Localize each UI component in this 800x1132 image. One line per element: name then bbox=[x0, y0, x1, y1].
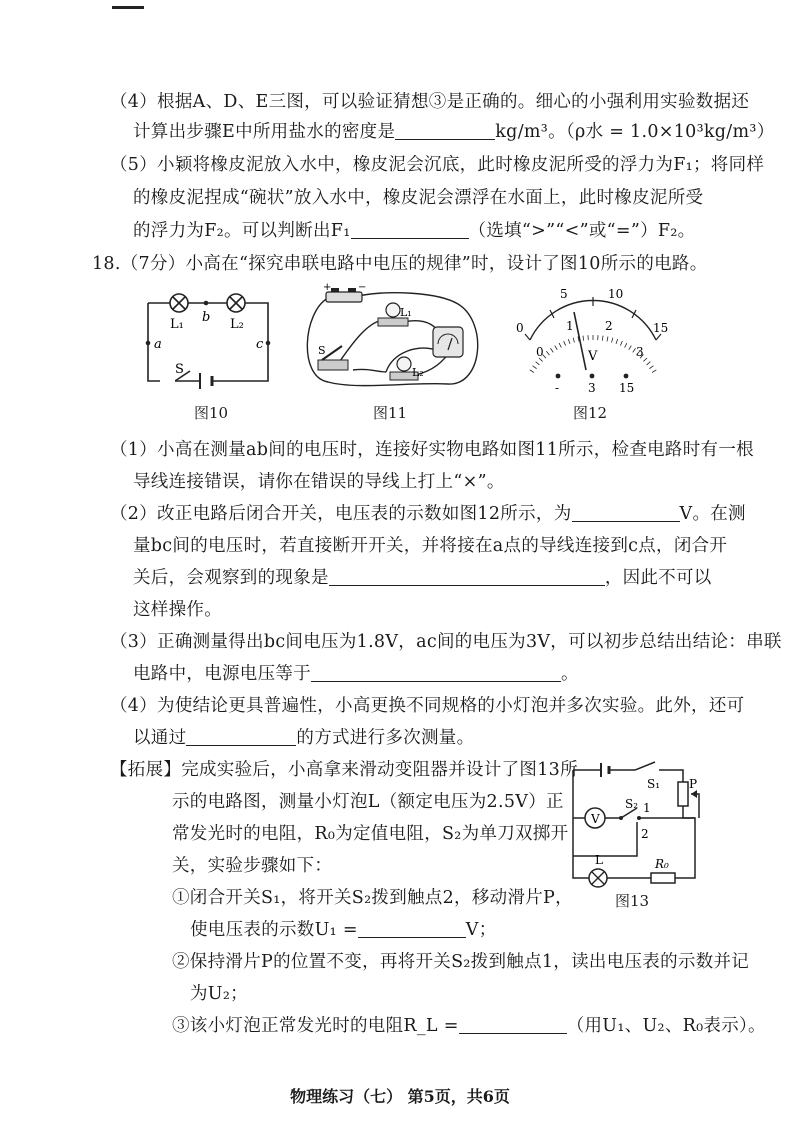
dial-minor-tick bbox=[649, 366, 653, 369]
q17-part4-text-a: 计算出步骤E中所用盐水的密度是 bbox=[133, 122, 396, 142]
q17-part5-line2: 的橡皮泥捏成“碗状”放入水中，橡皮泥会漂浮在水面上，此时橡皮泥所受 bbox=[133, 188, 704, 208]
fig10-c-label: c bbox=[256, 337, 264, 352]
answer-blank-u1[interactable] bbox=[358, 919, 466, 938]
fig11-caption: 图11 bbox=[373, 404, 408, 422]
extension-line1: 【拓展】完成实验后，小高拿来滑动变阻器并设计了图13所 bbox=[110, 760, 578, 780]
answer-blank-conclusion[interactable] bbox=[311, 663, 561, 682]
answer-blank-density[interactable] bbox=[395, 121, 495, 140]
q18-part2-text-a: （2）改正电路后闭合开关，电压表的示数如图12所示，为 bbox=[110, 504, 572, 524]
page-footer: 物理练习（七） 第5页，共6页 bbox=[290, 1087, 510, 1106]
fig12-unit-label: V bbox=[588, 349, 598, 364]
q18-part2-line4: 这样操作。 bbox=[133, 600, 222, 620]
q17-part5-line1: （5）小颖将橡皮泥放入水中，橡皮泥会沉底，此时橡皮泥所受的浮力为F₁；将同样 bbox=[110, 155, 765, 175]
step1-text-b: V； bbox=[465, 920, 497, 940]
fig12-scale-bottom-0: 0 bbox=[536, 345, 544, 359]
figure-10-circuit bbox=[130, 285, 290, 395]
dial-minor-tick bbox=[564, 341, 566, 346]
fig11-switch-label: S bbox=[318, 344, 326, 357]
step1-text-a: 使电压表的示数U₁ = bbox=[190, 920, 358, 940]
dial-minor-tick bbox=[536, 362, 540, 365]
q18-part3-line2 bbox=[133, 662, 579, 686]
q18-part4-text-a: 以通过 bbox=[133, 728, 187, 748]
fig13-terminal-1: 1 bbox=[643, 801, 651, 815]
q17-part5-line3 bbox=[133, 219, 695, 243]
q17-part5-text-b: （选填“>”“<”或“=”）F₂。 bbox=[468, 221, 696, 241]
fig12-scale-top-2: 15 bbox=[653, 321, 669, 335]
q18-part2-text-c: 关后，会观察到的现象是 bbox=[133, 568, 329, 588]
q18-part1-line2: 导线连接错误，请你在错误的导线上打上“×”。 bbox=[133, 472, 505, 492]
figure-13-circuit bbox=[565, 760, 715, 888]
dial-minor-tick bbox=[559, 343, 561, 347]
dial-minor-tick bbox=[602, 336, 603, 341]
answer-blank-method[interactable] bbox=[186, 727, 296, 746]
fig12-scale-top-1: 10 bbox=[608, 287, 624, 301]
q18-part4-text-b: 的方式进行多次测量。 bbox=[296, 728, 475, 748]
fig10-caption: 图10 bbox=[194, 404, 229, 422]
q17-part4-text-b: kg/m³。（ρ水 = 1.0×10³kg/m³） bbox=[495, 122, 775, 142]
answer-blank-phenomenon[interactable] bbox=[329, 567, 605, 586]
figure-11-physical-circuit bbox=[298, 282, 488, 397]
fig13-r0-label: R₀ bbox=[655, 857, 669, 871]
q18-title: 18.（7分）小高在“探究串联电路中电压的规律”时，设计了图10所示的电路。 bbox=[92, 254, 708, 274]
step2-line2: 为U₂； bbox=[190, 984, 248, 1004]
q18-part3-line1: （3）正确测量得出bc间电压为1.8V，ac间的电压为3V，可以初步总结出结论：串联 bbox=[110, 632, 782, 652]
dial-minor-tick bbox=[546, 351, 549, 355]
fig12-zero-top: 0 bbox=[516, 321, 524, 335]
svg-text:+: + bbox=[323, 282, 332, 293]
answer-blank-rl[interactable] bbox=[459, 1015, 567, 1034]
dial-minor-tick bbox=[652, 370, 656, 373]
fig12-terminal-15: 15 bbox=[619, 381, 635, 395]
fig12-scale-top-0: 5 bbox=[560, 287, 568, 301]
fig13-terminal-2: 2 bbox=[641, 827, 649, 841]
dial-minor-tick bbox=[629, 346, 632, 350]
dial-minor-tick bbox=[620, 341, 622, 346]
dial-minor-tick bbox=[550, 348, 553, 352]
dial-minor-tick bbox=[583, 336, 584, 341]
fig12-scale-bottom-1: 1 bbox=[566, 319, 574, 333]
answer-blank-voltage[interactable] bbox=[572, 503, 680, 522]
dial-minor-tick bbox=[555, 346, 558, 350]
dial-minor-tick bbox=[607, 337, 608, 342]
dial-minor-tick bbox=[530, 370, 534, 373]
dial-minor-tick bbox=[612, 338, 613, 343]
q18-part2-text-b: V。在测 bbox=[679, 504, 746, 524]
fig10-b-label: b bbox=[202, 310, 211, 325]
fig10-a-label: a bbox=[154, 337, 162, 352]
fig12-terminal-3: 3 bbox=[588, 381, 596, 395]
figure-12-voltmeter bbox=[508, 282, 678, 397]
fig10-l1-label: L₁ bbox=[170, 317, 184, 332]
q18-part2-line3 bbox=[133, 566, 712, 590]
q18-part4-line1: （4）为使结论更具普遍性，小高更换不同规格的小灯泡并多次实验。此外，还可 bbox=[110, 696, 745, 716]
fig13-s2-label: S₂ bbox=[625, 797, 639, 811]
q18-part3-text-b: 。 bbox=[561, 664, 579, 684]
fig13-p-label: P bbox=[689, 777, 698, 791]
fig13-s1-label: S₁ bbox=[647, 777, 661, 791]
step3-text-b: （用U₁、U₂、R₀表示）。 bbox=[566, 1016, 766, 1036]
extension-line4: 关，实验步骤如下： bbox=[172, 856, 333, 876]
q17-part4-line1: （4）根据A、D、E三图，可以验证猜想③是正确的。细心的小强利用实验数据还 bbox=[110, 92, 750, 112]
q17-part5-text-a: 的浮力为F₂。可以判断出F₁ bbox=[133, 221, 351, 241]
fig12-scale-bottom-3: 3 bbox=[636, 345, 644, 359]
fig12-terminal-neg: - bbox=[555, 381, 560, 395]
extension-line3: 常发光时的电阻，R₀为定值电阻，S₂为单刀双掷开 bbox=[172, 824, 569, 844]
fig13-caption: 图13 bbox=[615, 892, 650, 910]
fig12-caption: 图12 bbox=[573, 404, 608, 422]
fig13-lamp-label: L bbox=[595, 853, 603, 867]
fig11-l1-label: L₁ bbox=[400, 306, 412, 319]
dial-minor-tick bbox=[647, 362, 651, 365]
q18-part1-line1: （1）小高在测量ab间的电压时，连接好实物电路如图11所示，检查电路时有一根 bbox=[110, 440, 754, 460]
q18-part2-line1 bbox=[110, 502, 746, 526]
dial-minor-tick bbox=[616, 339, 618, 344]
dial-minor-tick bbox=[533, 366, 537, 369]
step1-line2 bbox=[190, 918, 497, 942]
top-mark bbox=[112, 6, 144, 9]
q18-part2-text-d: ，因此不可以 bbox=[604, 568, 712, 588]
fig10-l2-label: L₂ bbox=[230, 317, 244, 332]
svg-text:−: − bbox=[358, 282, 367, 293]
step3-line bbox=[172, 1014, 766, 1038]
q18-part4-line2 bbox=[133, 726, 474, 750]
q18-part3-text-a: 电路中，电源电压等于 bbox=[133, 664, 311, 684]
step1-line1: ①闭合开关S₁，将开关S₂拨到触点2，移动滑片P， bbox=[172, 888, 573, 908]
fig10-switch-label: S bbox=[175, 362, 184, 377]
extension-line2: 示的电路图，测量小灯泡L（额定电压为2.5V）正 bbox=[172, 792, 564, 812]
dial-minor-tick bbox=[643, 358, 647, 361]
q17-part4-line2 bbox=[133, 120, 775, 144]
q18-part2-line2: 量bc间的电压时，若直接断开开关，并将接在a点的导线连接到c点，闭合开 bbox=[133, 536, 728, 556]
step2-line1: ②保持滑片P的位置不变，再将开关S₂拨到触点1，读出电压表的示数并记 bbox=[172, 952, 750, 972]
answer-blank-compare[interactable] bbox=[351, 220, 469, 239]
dial-minor-tick bbox=[568, 339, 570, 344]
step3-text-a: ③该小灯泡正常发光时的电阻R_L = bbox=[172, 1016, 459, 1036]
fig12-scale-bottom-2: 2 bbox=[605, 319, 613, 333]
fig11-l2-label: L₂ bbox=[412, 366, 424, 379]
dial-minor-tick bbox=[573, 338, 574, 343]
fig13-voltmeter-label: V bbox=[591, 812, 600, 826]
dial-minor-tick bbox=[625, 343, 627, 347]
